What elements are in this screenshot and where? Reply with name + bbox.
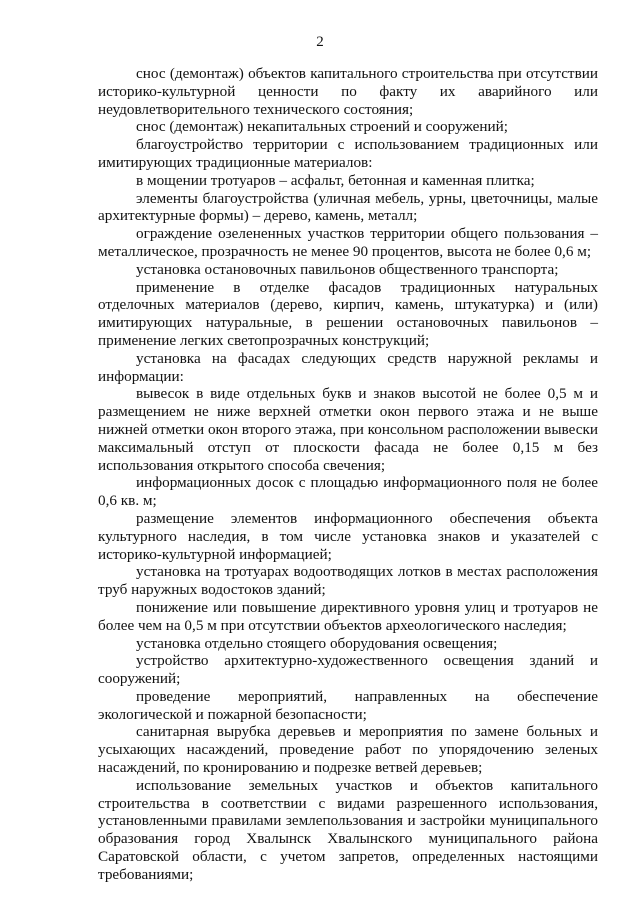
paragraph: применение в отделке фасадов традиционных натуральных отделочных материалов (дерево, кирпич, камень, штукатурка) и (или) имитирующих натуральные, в решении остановочных павильонов – применение легких светопрозрачных конструкций; [98, 278, 598, 349]
paragraph: установка остановочных павильонов общественного транспорта; [136, 260, 559, 278]
paragraph: размещение элементов информационного обеспечения объекта культурного наследия, в том числе установка знаков и указателей с историко-культурной информацией; [98, 509, 598, 563]
paragraph: установка на фасадах следующих средств наружной рекламы и информации: [98, 349, 598, 385]
page-number: 2 [316, 34, 324, 50]
paragraph: проведение мероприятий, направленных на обеспечение экологической и пожарной безопасности; [98, 687, 598, 723]
paragraph: элементы благоустройства (уличная мебель, урны, цветочницы, малые архитектурные формы) – дерево, камень, металл; [98, 189, 598, 225]
paragraph: установка отдельно стоящего оборудования освещения; [136, 634, 498, 652]
paragraph: использование земельных участков и объектов капитального строительства в соответствии с видами разрешенного использования, установленными правилами землепользования и застройки муниципального образования город Хвалынск Хвалынского муниципального района Саратовской области, с учетом запретов, определенных настоящими требованиями; [98, 776, 598, 883]
paragraph: санитарная вырубка деревьев и мероприятия по замене больных и усыхающих насаждений, проведение работ по упорядочению зеленых насаждений, по кронированию и подрезке ветвей деревьев; [98, 723, 598, 777]
paragraph: устройство архитектурно-художественного освещения зданий и сооружений; [98, 652, 598, 688]
paragraph: ограждение озелененных участков территории общего пользования – металлическое, прозрачность не менее 90 процентов, высота не более 0,6 м; [98, 225, 598, 260]
paragraph: снос (демонтаж) некапитальных строений и сооружений; [136, 118, 509, 136]
paragraph: информационных досок с площадью информационного поля не более 0,6 кв. м; [98, 474, 598, 510]
paragraph: понижение или повышение директивного уровня улиц и тротуаров не более чем на 0,5 м при отсутствии объектов археологического наследия; [98, 598, 598, 634]
paragraph: снос (демонтаж) объектов капитального строительства при отсутствии историко-культурной ценности по факту их аварийного или неудовлетворительного технического состояния; [98, 65, 598, 118]
paragraph: благоустройство территории с использованием традиционных или имитирующих традиционные материалов: [98, 136, 598, 171]
paragraph: вывесок в виде отдельных букв и знаков высотой не более 0,5 м и размещением не ниже верхней отметки окон первого этажа и не выше нижней отметки окон второго этажа, при консольном расположении вывески максимальный отступ от плоскости фасада не более 0,15 м без использования открытого способа свечения; [98, 385, 598, 474]
paragraph: установка на тротуарах водоотводящих лотков в местах расположения труб наружных водостоков зданий; [98, 563, 598, 599]
paragraph: в мощении тротуаров – асфальт, бетонная и каменная плитка; [136, 171, 535, 189]
document-body [98, 65, 598, 884]
